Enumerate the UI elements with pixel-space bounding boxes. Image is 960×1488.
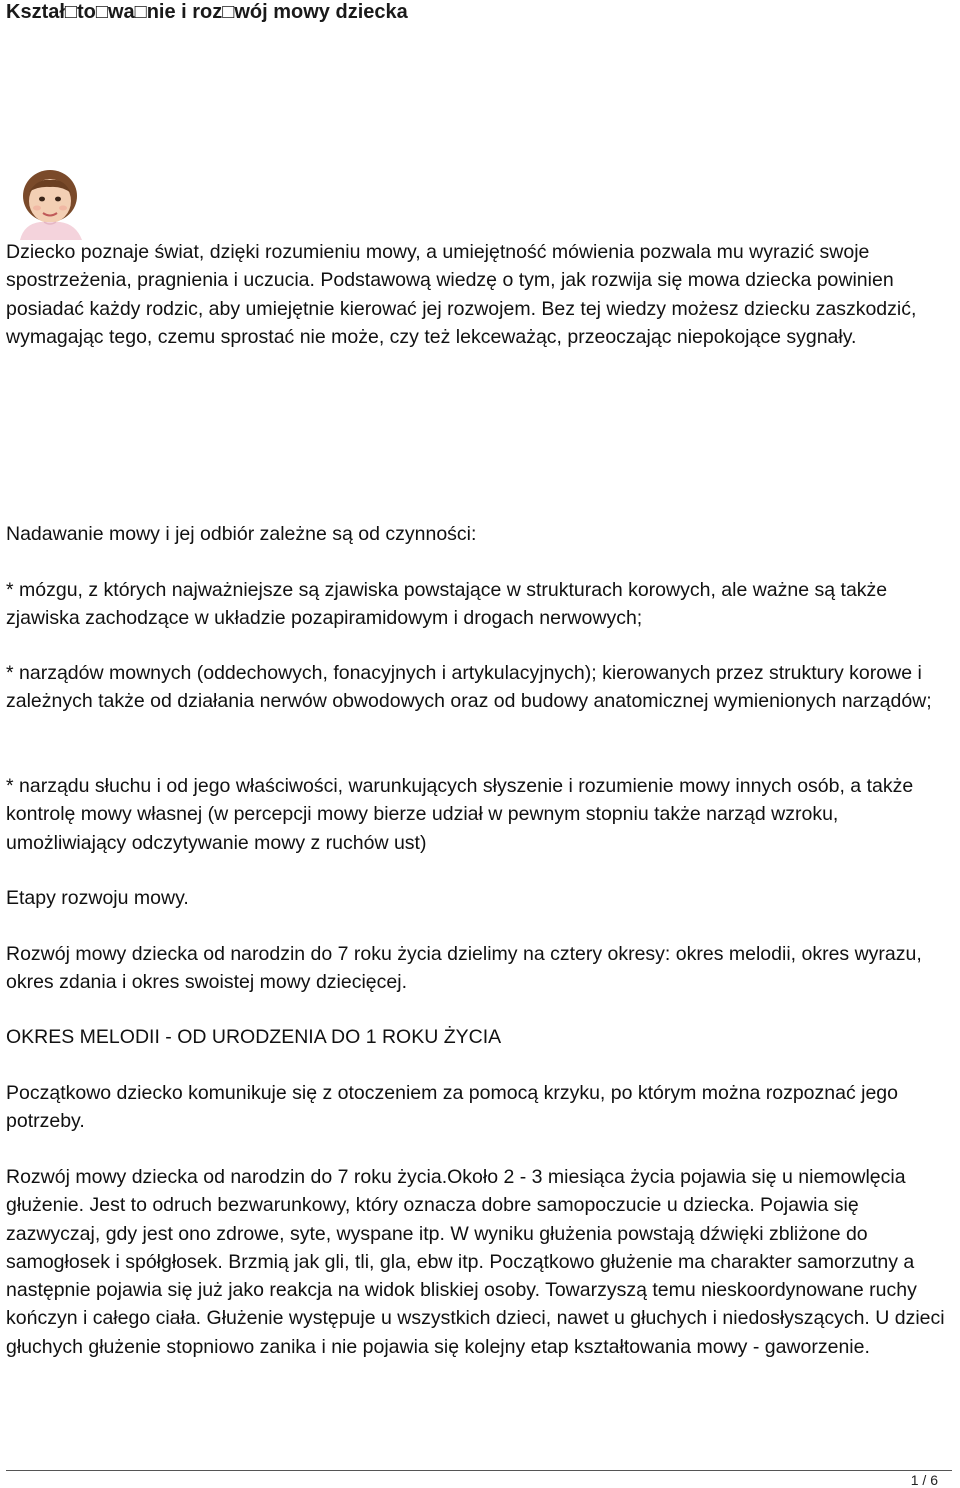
list-item-speech-organs: * narządów mownych (oddechowych, fonacyjnych i artykulacyjnych); kierowanych przez struktury korowe i zależnych także od działania nerwów obwodowych oraz od budowy anatomicznej wymienionych narządów; — [6, 662, 932, 713]
child-photo — [10, 168, 94, 240]
list-item-hearing: * narządu słuchu i od jego właściwości, warunkujących słyszenie i rozumienie mowy innych osób, a także kontrolę mowy własnej (w percepcji mowy bierze udział w pewnym stopniu także narząd wzroku, umożliwiający odczytywanie mowy z ruchów ust) — [6, 775, 914, 854]
section-heading-stages: Etapy rozwoju mowy. — [6, 887, 189, 909]
paragraph-speech-functions: Nadawanie mowy i jej odbiór zależne są od czynności: — [6, 523, 477, 545]
document-title: Kształ□to□wa□nie i roz□wój mowy dziecka — [6, 1, 408, 23]
paragraph-crying: Początkowo dziecko komunikuje się z otoczeniem za pomocą krzyku, po którym można rozpoznać jego potrzeby. — [6, 1082, 898, 1133]
paragraph-periods: Rozwój mowy dziecka od narodzin do 7 roku życia dzielimy na cztery okresy: okres melodii, okres wyrazu, okres zdania i okres swoistej mowy dziecięcej. — [6, 943, 922, 994]
page-number: 1 / 6 — [910, 1472, 938, 1488]
footer-divider — [6, 1470, 952, 1471]
list-item-brain: * mózgu, z których najważniejsze są zjawiska powstające w strukturach korowych, ale ważne są także zjawiska zachodzące w układzie pozapiramidowym i drogach nerwowych; — [6, 579, 888, 630]
paragraph-cooing: Rozwój mowy dziecka od narodzin do 7 roku życia.Około 2 - 3 miesiąca życia pojawia się u niemowlęcia głużenie. Jest to odruch bezwarunkowy, który oznacza dobre samopoczucie u dziecka. Pojawia się zazwyczaj, gdy jest ono zdrowe, syte, wyspane itp. W wyniku głużenia powstają dźwięki zbliżone do samogłosek i spółgłosek. Brzmią jak gli, tli, gla, ebw itp. Początkowo głużenie ma charakter samorzutny a następnie pojawia się już jako reakcja na widok bliskiej osoby. Towarzyszą temu nieskoordynowane ruchy kończyn i całego ciała. Głużenie występuje u wszystkich dzieci, nawet u głuchych i niedosłyszących. U dzieci głuchych głużenie stopniowo zanika i nie pojawia się kolejny etap kształtowania mowy - gaworzenie. — [6, 1166, 945, 1358]
intro-paragraph: Dziecko poznaje świat, dzięki rozumieniu mowy, a umiejętność mówienia pozwala mu wyrazić swoje spostrzeżenia, pragnienia i uczucia. Podstawową wiedzę o tym, jak rozwija się mowa dziecka powinien posiadać każdy rodzic, aby umiejętnie kierować jej rozwojem. Bez tej wiedzy możesz dziecku zaszkodzić, wymagając tego, czemu sprostać nie może, czy też lekceważąc, przeoczając niepokojące sygnały. — [6, 241, 917, 348]
section-heading-melody: OKRES MELODII - OD URODZENIA DO 1 ROKU ŻYCIA — [6, 1026, 502, 1048]
